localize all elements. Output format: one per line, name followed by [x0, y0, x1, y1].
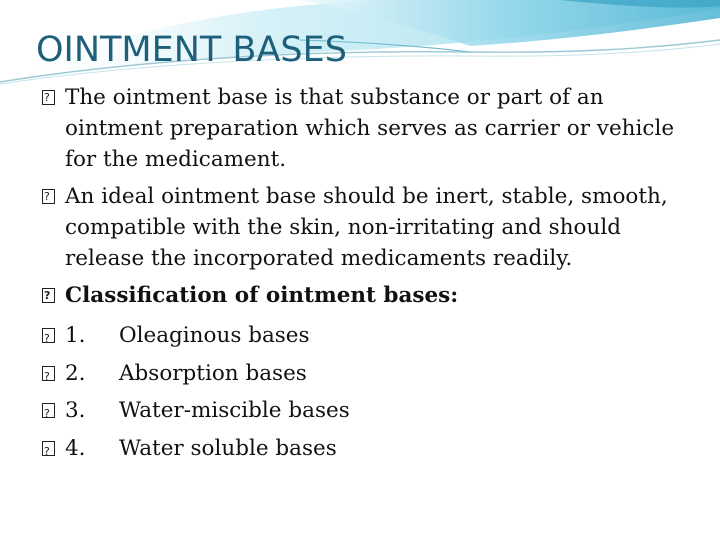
- list-text: Absorption bases: [119, 360, 307, 386]
- list-number: 3.: [65, 398, 86, 423]
- slide-title: OINTMENT BASES: [36, 30, 347, 70]
- paragraph-definition: [42, 82, 702, 175]
- bullet-icon: [42, 288, 55, 303]
- list-text: Water soluble bases: [119, 435, 337, 461]
- slide-body: [42, 82, 702, 467]
- paragraph-text: The ointment base is that substance or part of an ointment preparation which serves as carrier or vehicle for the medicament.: [65, 85, 675, 172]
- list-text: Water-miscible bases: [119, 398, 350, 423]
- bullet-icon: [42, 90, 55, 105]
- paragraph-text: An ideal ointment base should be inert, stable, smooth, compatible with the skin, non-irritating and should release the incorporated medicaments readily.: [65, 184, 668, 271]
- list-item: [42, 392, 702, 430]
- bullet-icon: [42, 328, 55, 343]
- bullet-icon: [42, 441, 55, 456]
- list-item: [42, 430, 702, 468]
- bullet-icon: [42, 403, 55, 418]
- list-number: 4.: [65, 435, 86, 461]
- classification-heading: [42, 280, 702, 311]
- bullet-icon: [42, 366, 55, 381]
- list-number: 1.: [65, 323, 86, 348]
- paragraph-ideal-base: [42, 181, 702, 274]
- list-number: 2.: [65, 360, 86, 386]
- list-text: Oleaginous bases: [119, 323, 310, 348]
- classification-heading-text: Classification of ointment bases:: [65, 283, 459, 308]
- list-item: [42, 317, 702, 355]
- list-item: [42, 355, 702, 393]
- bullet-icon: [42, 189, 55, 204]
